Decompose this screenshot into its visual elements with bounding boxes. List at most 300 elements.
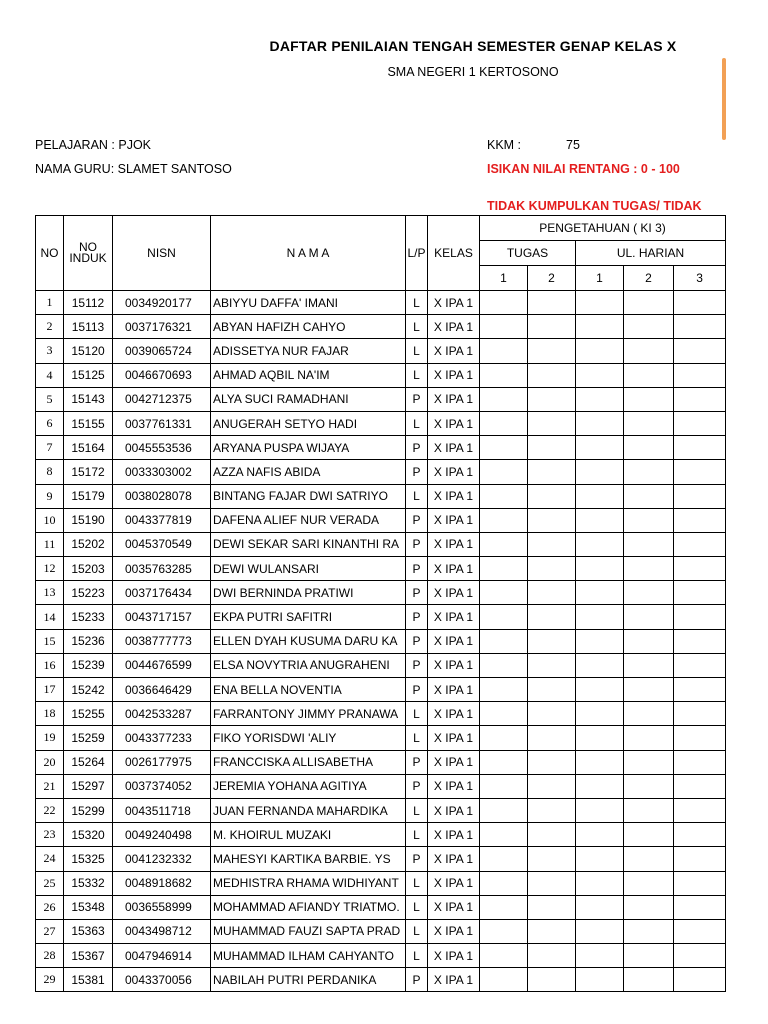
table-row xyxy=(36,605,726,629)
score-cell-uh-3[interactable] xyxy=(674,871,726,895)
no-induk-cell: 15297 xyxy=(64,774,113,798)
score-cell-uh-1[interactable] xyxy=(576,678,624,702)
student-name-cell: ADISSETYA NUR FAJAR xyxy=(211,339,406,363)
score-cell-tugas-1[interactable] xyxy=(480,581,528,605)
score-cell-tugas-2[interactable] xyxy=(528,291,576,315)
score-cell-tugas-1[interactable] xyxy=(480,532,528,556)
table-header xyxy=(36,216,726,291)
score-cell-uh-3[interactable] xyxy=(674,363,726,387)
score-cell-tugas-1[interactable] xyxy=(480,774,528,798)
score-cell-uh-3[interactable] xyxy=(674,774,726,798)
score-cell-uh-2[interactable] xyxy=(624,291,674,315)
table-row xyxy=(36,895,726,919)
score-cell-uh-2[interactable] xyxy=(624,436,674,460)
nisn-cell: 0033303002 xyxy=(113,460,211,484)
table-row xyxy=(36,798,726,822)
student-name-cell: ENA BELLA NOVENTIA xyxy=(211,678,406,702)
score-cell-uh-1[interactable] xyxy=(576,944,624,968)
score-cell-tugas-1[interactable] xyxy=(480,315,528,339)
score-cell-uh-1[interactable] xyxy=(576,291,624,315)
score-cell-uh-2[interactable] xyxy=(624,339,674,363)
score-cell-uh-3[interactable] xyxy=(674,557,726,581)
nisn-cell: 0038777773 xyxy=(113,629,211,653)
student-name-cell: EKPA PUTRI SAFITRI xyxy=(211,605,406,629)
nisn-cell: 0037176434 xyxy=(113,581,211,605)
score-cell-uh-2[interactable] xyxy=(624,484,674,508)
class-cell: X IPA 1 xyxy=(428,678,480,702)
row-number: 22 xyxy=(36,798,64,822)
header-uh-1: 1 xyxy=(576,266,624,291)
score-cell-uh-3[interactable] xyxy=(674,484,726,508)
score-cell-tugas-2[interactable] xyxy=(528,532,576,556)
gender-cell: P xyxy=(406,629,428,653)
score-cell-tugas-1[interactable] xyxy=(480,460,528,484)
document-title: DAFTAR PENILAIAN TENGAH SEMESTER GENAP KELAS X xyxy=(269,38,677,54)
score-cell-tugas-2[interactable] xyxy=(528,339,576,363)
score-cell-uh-1[interactable] xyxy=(576,605,624,629)
score-cell-tugas-1[interactable] xyxy=(480,847,528,871)
score-cell-uh-1[interactable] xyxy=(576,629,624,653)
student-name-cell: FRANCCISKA ALLISABETHA xyxy=(211,750,406,774)
score-cell-tugas-1[interactable] xyxy=(480,871,528,895)
row-number: 20 xyxy=(36,750,64,774)
class-cell: X IPA 1 xyxy=(428,774,480,798)
student-name-cell: MOHAMMAD AFIANDY TRIATMO. xyxy=(211,895,406,919)
score-cell-tugas-2[interactable] xyxy=(528,823,576,847)
score-cell-tugas-2[interactable] xyxy=(528,944,576,968)
table-row xyxy=(36,315,726,339)
no-induk-cell: 15143 xyxy=(64,387,113,411)
table-row xyxy=(36,363,726,387)
score-cell-uh-1[interactable] xyxy=(576,557,624,581)
kkm-value: 75 xyxy=(566,138,580,152)
score-cell-uh-1[interactable] xyxy=(576,363,624,387)
score-cell-uh-2[interactable] xyxy=(624,919,674,943)
table-row xyxy=(36,919,726,943)
score-cell-tugas-1[interactable] xyxy=(480,339,528,363)
score-cell-uh-3[interactable] xyxy=(674,919,726,943)
gender-cell: L xyxy=(406,726,428,750)
student-name-cell: DAFENA ALIEF NUR VERADA xyxy=(211,508,406,532)
row-number: 2 xyxy=(36,315,64,339)
score-cell-tugas-1[interactable] xyxy=(480,629,528,653)
score-cell-uh-1[interactable] xyxy=(576,387,624,411)
no-induk-cell: 15203 xyxy=(64,557,113,581)
score-cell-tugas-2[interactable] xyxy=(528,363,576,387)
class-cell: X IPA 1 xyxy=(428,726,480,750)
gender-cell: P xyxy=(406,847,428,871)
score-cell-uh-3[interactable] xyxy=(674,702,726,726)
score-cell-uh-3[interactable] xyxy=(674,678,726,702)
score-cell-tugas-1[interactable] xyxy=(480,968,528,992)
score-cell-uh-2[interactable] xyxy=(624,847,674,871)
row-number: 16 xyxy=(36,653,64,677)
row-number: 23 xyxy=(36,823,64,847)
class-cell: X IPA 1 xyxy=(428,605,480,629)
score-cell-uh-2[interactable] xyxy=(624,798,674,822)
score-cell-tugas-2[interactable] xyxy=(528,919,576,943)
class-cell: X IPA 1 xyxy=(428,895,480,919)
nisn-cell: 0045370549 xyxy=(113,532,211,556)
student-name-cell: DWI BERNINDA PRATIWI xyxy=(211,581,406,605)
score-cell-uh-3[interactable] xyxy=(674,436,726,460)
gender-cell: P xyxy=(406,508,428,532)
row-number: 17 xyxy=(36,678,64,702)
gender-cell: P xyxy=(406,460,428,484)
no-induk-cell: 15264 xyxy=(64,750,113,774)
score-cell-uh-1[interactable] xyxy=(576,315,624,339)
score-cell-tugas-2[interactable] xyxy=(528,702,576,726)
class-cell: X IPA 1 xyxy=(428,750,480,774)
no-induk-cell: 15259 xyxy=(64,726,113,750)
score-cell-tugas-1[interactable] xyxy=(480,387,528,411)
row-number: 29 xyxy=(36,968,64,992)
table-row xyxy=(36,653,726,677)
gender-cell: P xyxy=(406,532,428,556)
score-cell-uh-1[interactable] xyxy=(576,847,624,871)
table-row xyxy=(36,944,726,968)
nisn-cell: 0037374052 xyxy=(113,774,211,798)
score-cell-uh-3[interactable] xyxy=(674,581,726,605)
score-cell-uh-3[interactable] xyxy=(674,823,726,847)
score-cell-uh-2[interactable] xyxy=(624,895,674,919)
nisn-cell: 0047946914 xyxy=(113,944,211,968)
score-cell-uh-2[interactable] xyxy=(624,750,674,774)
score-cell-tugas-2[interactable] xyxy=(528,581,576,605)
table-row xyxy=(36,847,726,871)
header-uh-3: 3 xyxy=(674,266,726,291)
score-cell-uh-3[interactable] xyxy=(674,750,726,774)
no-induk-cell: 15299 xyxy=(64,798,113,822)
score-cell-uh-3[interactable] xyxy=(674,508,726,532)
score-cell-uh-2[interactable] xyxy=(624,315,674,339)
score-cell-tugas-2[interactable] xyxy=(528,871,576,895)
gender-cell: P xyxy=(406,436,428,460)
score-cell-uh-1[interactable] xyxy=(576,532,624,556)
no-induk-cell: 15236 xyxy=(64,629,113,653)
score-cell-uh-2[interactable] xyxy=(624,702,674,726)
score-cell-uh-1[interactable] xyxy=(576,871,624,895)
gender-cell: L xyxy=(406,823,428,847)
class-cell: X IPA 1 xyxy=(428,387,480,411)
no-induk-cell: 15332 xyxy=(64,871,113,895)
score-cell-uh-2[interactable] xyxy=(624,823,674,847)
student-name-cell: ELSA NOVYTRIA ANUGRAHENI xyxy=(211,653,406,677)
score-cell-tugas-2[interactable] xyxy=(528,653,576,677)
no-induk-cell: 15239 xyxy=(64,653,113,677)
score-cell-tugas-2[interactable] xyxy=(528,387,576,411)
gender-cell: L xyxy=(406,944,428,968)
header-uh-2: 2 xyxy=(624,266,674,291)
student-name-cell: MEDHISTRA RHAMA WIDHIYANT xyxy=(211,871,406,895)
score-cell-uh-1[interactable] xyxy=(576,436,624,460)
score-cell-tugas-1[interactable] xyxy=(480,436,528,460)
table-row xyxy=(36,339,726,363)
score-cell-tugas-2[interactable] xyxy=(528,678,576,702)
gender-cell: L xyxy=(406,315,428,339)
score-cell-tugas-2[interactable] xyxy=(528,605,576,629)
score-cell-tugas-1[interactable] xyxy=(480,678,528,702)
score-cell-tugas-2[interactable] xyxy=(528,315,576,339)
subject-label: PELAJARAN : PJOK xyxy=(35,138,152,152)
student-name-cell: DEWI SEKAR SARI KINANTHI RA xyxy=(211,532,406,556)
class-cell: X IPA 1 xyxy=(428,919,480,943)
row-number: 24 xyxy=(36,847,64,871)
score-cell-tugas-1[interactable] xyxy=(480,291,528,315)
row-number: 15 xyxy=(36,629,64,653)
nisn-cell: 0041232332 xyxy=(113,847,211,871)
score-cell-uh-2[interactable] xyxy=(624,629,674,653)
row-number: 18 xyxy=(36,702,64,726)
class-cell: X IPA 1 xyxy=(428,823,480,847)
score-cell-uh-1[interactable] xyxy=(576,823,624,847)
row-number: 21 xyxy=(36,774,64,798)
score-cell-uh-2[interactable] xyxy=(624,363,674,387)
nisn-cell: 0043370056 xyxy=(113,968,211,992)
nisn-cell: 0045553536 xyxy=(113,436,211,460)
score-cell-tugas-2[interactable] xyxy=(528,508,576,532)
score-cell-tugas-1[interactable] xyxy=(480,363,528,387)
score-range-note: ISIKAN NILAI RENTANG : 0 - 100 xyxy=(487,162,680,176)
class-cell: X IPA 1 xyxy=(428,798,480,822)
row-number: 9 xyxy=(36,484,64,508)
student-name-cell: MUHAMMAD ILHAM CAHYANTO xyxy=(211,944,406,968)
nisn-cell: 0038028078 xyxy=(113,484,211,508)
header-lp: L/P xyxy=(406,216,428,291)
gender-cell: L xyxy=(406,363,428,387)
score-cell-uh-3[interactable] xyxy=(674,944,726,968)
score-cell-tugas-2[interactable] xyxy=(528,484,576,508)
score-cell-tugas-1[interactable] xyxy=(480,895,528,919)
student-name-cell: AZZA NAFIS ABIDA xyxy=(211,460,406,484)
header-no-induk xyxy=(64,216,113,291)
row-number: 26 xyxy=(36,895,64,919)
table-row xyxy=(36,823,726,847)
score-cell-tugas-2[interactable] xyxy=(528,629,576,653)
score-cell-uh-3[interactable] xyxy=(674,460,726,484)
score-cell-uh-3[interactable] xyxy=(674,847,726,871)
table-row xyxy=(36,702,726,726)
score-cell-tugas-2[interactable] xyxy=(528,411,576,435)
score-cell-tugas-2[interactable] xyxy=(528,557,576,581)
gender-cell: L xyxy=(406,411,428,435)
nisn-cell: 0043717157 xyxy=(113,605,211,629)
table-row xyxy=(36,508,726,532)
header-pengetahuan: PENGETAHUAN ( KI 3) xyxy=(480,216,726,241)
score-cell-tugas-2[interactable] xyxy=(528,750,576,774)
score-cell-uh-1[interactable] xyxy=(576,460,624,484)
student-name-cell: ABIYYU DAFFA' IMANI xyxy=(211,291,406,315)
score-cell-tugas-2[interactable] xyxy=(528,798,576,822)
no-induk-cell: 15164 xyxy=(64,436,113,460)
score-cell-uh-3[interactable] xyxy=(674,895,726,919)
score-cell-tugas-2[interactable] xyxy=(528,436,576,460)
row-number: 7 xyxy=(36,436,64,460)
score-cell-uh-2[interactable] xyxy=(624,605,674,629)
nisn-cell: 0044676599 xyxy=(113,653,211,677)
table-row xyxy=(36,387,726,411)
score-cell-tugas-1[interactable] xyxy=(480,944,528,968)
class-cell: X IPA 1 xyxy=(428,339,480,363)
nisn-cell: 0043511718 xyxy=(113,798,211,822)
table-row xyxy=(36,411,726,435)
score-cell-uh-3[interactable] xyxy=(674,653,726,677)
score-cell-tugas-1[interactable] xyxy=(480,919,528,943)
score-cell-uh-2[interactable] xyxy=(624,871,674,895)
score-cell-tugas-2[interactable] xyxy=(528,968,576,992)
student-name-cell: BINTANG FAJAR DWI SATRIYO xyxy=(211,484,406,508)
class-cell: X IPA 1 xyxy=(428,508,480,532)
no-induk-cell: 15255 xyxy=(64,702,113,726)
row-number: 25 xyxy=(36,871,64,895)
score-cell-uh-3[interactable] xyxy=(674,605,726,629)
class-cell: X IPA 1 xyxy=(428,847,480,871)
score-cell-uh-3[interactable] xyxy=(674,315,726,339)
header-tugas-2: 2 xyxy=(528,266,576,291)
student-name-cell: NABILAH PUTRI PERDANIKA xyxy=(211,968,406,992)
nisn-cell: 0036558999 xyxy=(113,895,211,919)
score-cell-uh-1[interactable] xyxy=(576,774,624,798)
score-cell-uh-1[interactable] xyxy=(576,508,624,532)
score-cell-tugas-1[interactable] xyxy=(480,508,528,532)
table-row xyxy=(36,581,726,605)
score-cell-uh-1[interactable] xyxy=(576,702,624,726)
score-cell-uh-3[interactable] xyxy=(674,532,726,556)
gender-cell: P xyxy=(406,653,428,677)
gender-cell: L xyxy=(406,339,428,363)
class-cell: X IPA 1 xyxy=(428,629,480,653)
kkm-label: KKM : xyxy=(487,138,522,152)
school-name: SMA NEGERI 1 KERTOSONO xyxy=(387,65,559,79)
score-cell-tugas-2[interactable] xyxy=(528,460,576,484)
row-number: 13 xyxy=(36,581,64,605)
score-cell-uh-3[interactable] xyxy=(674,798,726,822)
score-cell-tugas-1[interactable] xyxy=(480,605,528,629)
score-cell-uh-2[interactable] xyxy=(624,774,674,798)
gender-cell: L xyxy=(406,895,428,919)
score-cell-tugas-1[interactable] xyxy=(480,750,528,774)
score-cell-uh-3[interactable] xyxy=(674,387,726,411)
student-name-cell: FIKO YORISDWI 'ALIY xyxy=(211,726,406,750)
score-cell-tugas-2[interactable] xyxy=(528,774,576,798)
table-row xyxy=(36,629,726,653)
score-cell-tugas-1[interactable] xyxy=(480,411,528,435)
student-name-cell: MUHAMMAD FAUZI SAPTA PRAD xyxy=(211,919,406,943)
nisn-cell: 0034920177 xyxy=(113,291,211,315)
class-cell: X IPA 1 xyxy=(428,532,480,556)
score-cell-uh-1[interactable] xyxy=(576,484,624,508)
nisn-cell: 0043498712 xyxy=(113,919,211,943)
score-cell-uh-2[interactable] xyxy=(624,411,674,435)
score-cell-uh-2[interactable] xyxy=(624,557,674,581)
score-cell-uh-1[interactable] xyxy=(576,798,624,822)
score-cell-uh-2[interactable] xyxy=(624,678,674,702)
score-cell-uh-1[interactable] xyxy=(576,919,624,943)
score-cell-uh-2[interactable] xyxy=(624,532,674,556)
score-cell-tugas-1[interactable] xyxy=(480,702,528,726)
no-induk-cell: 15113 xyxy=(64,315,113,339)
grades-table xyxy=(35,215,726,992)
score-cell-tugas-1[interactable] xyxy=(480,798,528,822)
no-induk-cell: 15179 xyxy=(64,484,113,508)
score-cell-uh-2[interactable] xyxy=(624,653,674,677)
score-cell-tugas-1[interactable] xyxy=(480,653,528,677)
score-cell-uh-2[interactable] xyxy=(624,508,674,532)
gender-cell: L xyxy=(406,291,428,315)
score-cell-tugas-1[interactable] xyxy=(480,726,528,750)
score-cell-uh-1[interactable] xyxy=(576,339,624,363)
table-row xyxy=(36,291,726,315)
student-name-cell: DEWI WULANSARI xyxy=(211,557,406,581)
score-cell-uh-1[interactable] xyxy=(576,750,624,774)
no-induk-cell: 15120 xyxy=(64,339,113,363)
score-cell-uh-2[interactable] xyxy=(624,944,674,968)
no-induk-cell: 15125 xyxy=(64,363,113,387)
score-cell-uh-1[interactable] xyxy=(576,653,624,677)
row-number: 19 xyxy=(36,726,64,750)
score-cell-uh-1[interactable] xyxy=(576,581,624,605)
header-tugas: TUGAS xyxy=(480,241,576,266)
score-cell-uh-1[interactable] xyxy=(576,411,624,435)
score-cell-uh-2[interactable] xyxy=(624,581,674,605)
row-number: 12 xyxy=(36,557,64,581)
score-cell-uh-1[interactable] xyxy=(576,895,624,919)
score-cell-uh-3[interactable] xyxy=(674,968,726,992)
class-cell: X IPA 1 xyxy=(428,653,480,677)
class-cell: X IPA 1 xyxy=(428,460,480,484)
score-cell-uh-3[interactable] xyxy=(674,339,726,363)
gender-cell: P xyxy=(406,968,428,992)
no-induk-cell: 15112 xyxy=(64,291,113,315)
score-cell-uh-2[interactable] xyxy=(624,460,674,484)
score-cell-uh-2[interactable] xyxy=(624,726,674,750)
table-row xyxy=(36,968,726,992)
score-cell-tugas-2[interactable] xyxy=(528,847,576,871)
score-cell-uh-1[interactable] xyxy=(576,726,624,750)
score-cell-uh-3[interactable] xyxy=(674,411,726,435)
score-cell-tugas-1[interactable] xyxy=(480,484,528,508)
student-name-cell: ARYANA PUSPA WIJAYA xyxy=(211,436,406,460)
score-cell-tugas-2[interactable] xyxy=(528,726,576,750)
nisn-cell: 0048918682 xyxy=(113,871,211,895)
nisn-cell: 0037176321 xyxy=(113,315,211,339)
score-cell-uh-2[interactable] xyxy=(624,387,674,411)
row-number: 27 xyxy=(36,919,64,943)
class-cell: X IPA 1 xyxy=(428,702,480,726)
student-name-cell: MAHESYI KARTIKA BARBIE. YS xyxy=(211,847,406,871)
class-cell: X IPA 1 xyxy=(428,436,480,460)
no-induk-cell: 15348 xyxy=(64,895,113,919)
nisn-cell: 0046670693 xyxy=(113,363,211,387)
score-cell-tugas-1[interactable] xyxy=(480,823,528,847)
table-row xyxy=(36,460,726,484)
score-cell-uh-3[interactable] xyxy=(674,726,726,750)
no-induk-cell: 15190 xyxy=(64,508,113,532)
score-cell-uh-3[interactable] xyxy=(674,291,726,315)
score-cell-tugas-1[interactable] xyxy=(480,557,528,581)
student-name-cell: ALYA SUCI RAMADHANI xyxy=(211,387,406,411)
score-cell-uh-3[interactable] xyxy=(674,629,726,653)
class-cell: X IPA 1 xyxy=(428,291,480,315)
score-cell-uh-2[interactable] xyxy=(624,968,674,992)
score-cell-uh-1[interactable] xyxy=(576,968,624,992)
class-cell: X IPA 1 xyxy=(428,363,480,387)
teacher-label: NAMA GURU: SLAMET SANTOSO xyxy=(35,162,232,176)
score-cell-tugas-2[interactable] xyxy=(528,895,576,919)
missing-task-note: TIDAK KUMPULKAN TUGAS/ TIDAK xyxy=(487,199,702,213)
header-no-induk-line1: NO xyxy=(79,240,97,254)
student-name-cell: M. KHOIRUL MUZAKI xyxy=(211,823,406,847)
